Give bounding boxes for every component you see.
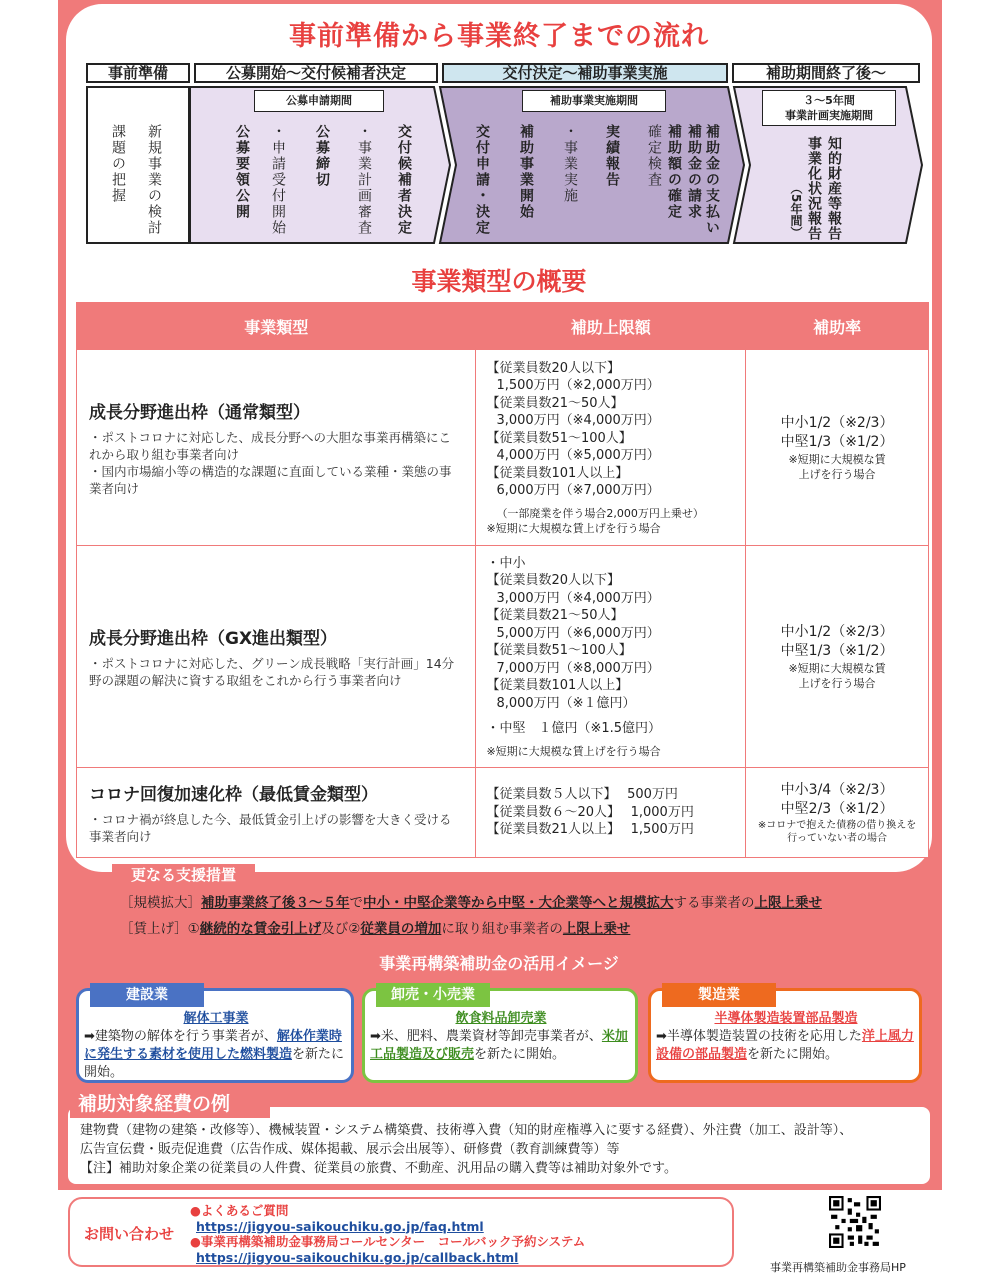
step-status-report: 事業化状況報告 (806, 136, 822, 241)
card-head: 解体工事業 (183, 1011, 249, 1026)
limit-line: 【従業員数51～100人】 (486, 430, 632, 446)
card-tag: 建設業 (90, 983, 204, 1007)
table-row (77, 768, 929, 858)
step-ip-report: 知的財産等報告 (826, 136, 842, 241)
support-em: 中小・中堅企業等から中堅・大企業等へと規模拡大 (363, 895, 674, 911)
limit-note: （一部廃業を伴う場合2,000万円上乗せ） (496, 506, 704, 520)
limit-line: 【従業員数５人以下】 500万円 (486, 787, 678, 803)
usage-title: 事業再構築補助金の活用イメージ (379, 954, 619, 973)
card-tag: 製造業 (662, 983, 776, 1007)
rate-cell (746, 546, 929, 768)
type-name: コロナ回復加速化枠（最低賃金類型） (89, 785, 378, 805)
card-text: を新たに開始。 (747, 1047, 839, 1062)
card-body (370, 1010, 632, 1064)
rate-note: ※コロナで抱えた債務の借り換えを行っていない者の場合 (757, 819, 917, 844)
support-em: 上限上乗せ (754, 895, 822, 911)
rate-mid: 中堅1/3（※1/2） (780, 433, 894, 450)
step-claim: 補助金の請求 (686, 124, 702, 220)
card-body (84, 1010, 348, 1082)
support-em: 従業員の増加 (360, 921, 442, 937)
qr-caption: 事業再構築補助金事務局HP (770, 1261, 906, 1274)
support-text: で (349, 895, 363, 911)
limit-note: ※短期に大規模な賃上げを行う場合 (486, 744, 661, 758)
step-payment: 補助金の支払い (704, 124, 720, 236)
step-issues: 課題の把握 (110, 124, 126, 204)
phase-open: 公募開始～交付候補者決定 (194, 63, 438, 83)
support-em: 補助事業終了後３～５年 (201, 895, 350, 911)
header-rate: 補助率 (746, 303, 929, 350)
rate-note: ※短期に大規模な賃上げを行う場合 (788, 661, 886, 690)
limit-line: 3,000万円（※4,000万円） (496, 413, 660, 428)
limit-line: 4,000万円（※5,000万円） (496, 448, 660, 463)
step-five-years: （5年間） (789, 182, 803, 239)
support-label: 更なる支援措置 (112, 864, 255, 886)
card-text: を新たに開始。 (474, 1047, 566, 1062)
limit-head: ・中小 (486, 555, 526, 571)
step-candidate: 交付候補者決定 (396, 124, 412, 236)
qr-code-icon[interactable] (829, 1196, 881, 1248)
limit-line: 6,000万円（※7,000万円） (496, 483, 660, 498)
support-text: 及び② (321, 921, 361, 937)
faq-link[interactable]: https://jigyou-saikouchiku.go.jp/faq.html (196, 1218, 484, 1234)
phase-prep: 事前準備 (86, 63, 190, 83)
costs-label: 補助対象経費の例 (70, 1090, 270, 1118)
support-tag: ［規模拡大］ (120, 895, 201, 911)
limit-line: 7,000万円（※8,000万円） (496, 660, 660, 676)
step-apply-decide: 交付申請・決定 (474, 124, 490, 236)
phase-grant: 交付決定～補助事業実施 (442, 63, 728, 83)
costs-box (68, 1107, 930, 1184)
limit-mid: ・中堅 １億円（※1.5億円） (486, 721, 662, 736)
rate-mid: 中堅1/3（※1/2） (780, 642, 894, 659)
support-line-scale (120, 894, 822, 912)
flow-title: 事前準備から事業終了までの流れ (289, 21, 709, 52)
type-desc: ・ポストコロナに対応した、グリーン成長戦略「実行計画」14分野の課題の解決に資する取組をこれから行う事業者向け (89, 656, 455, 688)
header-limit: 補助上限額 (476, 303, 746, 350)
card-body (656, 1010, 916, 1064)
card-text: ➡建築物の解体を行う事業者が、 (84, 1029, 277, 1044)
step-review: ・事業計画審査 (356, 124, 372, 236)
callback-link[interactable]: https://jigyou-saikouchiku.go.jp/callback.html (196, 1249, 519, 1265)
contact-label: お問い合わせ (84, 1225, 175, 1243)
period-plan: 事業計画実施期間 (785, 109, 873, 122)
card-tag: 卸売・小売業 (376, 983, 490, 1007)
limit-line: 【従業員数20人以下】 (486, 573, 620, 588)
limit-line: 1,500万円（※2,000万円） (496, 378, 660, 393)
type-desc: ・国内市場縮小等の構造的な課題に直面している業種・業態の事業者向け (89, 464, 452, 496)
card-highlight: 解体作業時に発生する素材を使用した燃料製造 (84, 1029, 342, 1062)
limit-line: 8,000万円（※１億円） (496, 695, 636, 711)
period-apply: 公募申請期間 (254, 90, 384, 112)
rate-cell (746, 350, 929, 546)
type-desc: ・コロナ禍が終息した今、最低賃金引上げの影響を大きく受ける事業者向け (89, 812, 452, 844)
rate-sme: 中小3/4（※2/3） (780, 781, 894, 798)
rate-cell (746, 768, 929, 858)
limit-line: 3,000万円（※4,000万円） (496, 590, 660, 606)
limit-line: 【従業員数51～100人】 (486, 643, 632, 658)
card-text: ➡米、肥料、農業資材等卸売事業者が、 (370, 1029, 602, 1044)
contact-callcenter: ●事業再構築補助金事務局コールセンター コールバック予約システム (190, 1234, 586, 1249)
phase-after: 補助期間終了後～ (732, 63, 920, 83)
limit-cell (476, 546, 746, 768)
card-text: を新たに開始。 (84, 1047, 345, 1080)
step-start: 補助事業開始 (518, 124, 534, 220)
card-text: ➡半導体製造装置の技術を応用した (656, 1029, 862, 1044)
table-header-row (77, 303, 929, 350)
contact-faq: ●よくあるご質問 (190, 1203, 289, 1218)
step-accept: ・申請受付開始 (270, 124, 286, 236)
types-title: 事業類型の概要 (411, 267, 587, 296)
support-line-wage (120, 920, 630, 938)
costs-line: 建物費（建物の建築・改修等）、機械装置・システム構築費、技術導入費（知的財産権導入に要する経費）、外注費（加工、設計等）、 (80, 1123, 853, 1138)
type-desc: ・ポストコロナに対応した、成長分野への大胆な事業再構築にこれから取り組む事業者向け (89, 430, 452, 462)
support-text: に取り組む事業者の (441, 921, 563, 937)
limit-line: 【従業員数21人以上】 1,500万円 (486, 822, 694, 838)
type-cell (77, 546, 476, 768)
support-em: 上限上乗せ (562, 921, 631, 937)
rate-note: ※短期に大規模な賃上げを行う場合 (788, 452, 886, 481)
step-fix: 補助額の確定 (666, 124, 682, 220)
limit-line: 5,000万円（※6,000万円） (496, 625, 660, 641)
support-text: する事業者の (673, 895, 755, 911)
costs-line: 広告宣伝費・販売促進費（広告作成、媒体掲載、展示会出展等）、研修費（教育訓練費等）等 (80, 1142, 620, 1157)
table-row (77, 546, 929, 768)
prep-box (86, 86, 190, 244)
contact-box (68, 1197, 734, 1267)
limit-line: 【従業員数101人以上】 (486, 465, 629, 481)
limit-line: 【従業員数20人以下】 (486, 360, 620, 376)
limit-line: 【従業員数６～20人】 1,000万円 (486, 804, 694, 820)
costs-note: 【注】補助対象企業の従業員の人件費、従業員の旅費、不動産、汎用品の購入費等は補助対象外です。 (80, 1161, 677, 1176)
step-new-business: 新規事業の検討 (146, 124, 162, 236)
type-name: 成長分野進出枠（通常類型） (89, 403, 310, 423)
step-implement: ・事業実施 (562, 124, 578, 204)
limit-line: 【従業員数21～50人】 (486, 608, 624, 623)
rate-sme: 中小1/2（※2/3） (780, 623, 894, 640)
card-highlight: 洋上風力設備の部品製造 (656, 1029, 914, 1062)
limit-cell (476, 768, 746, 858)
period-years: ３～5年間 (803, 94, 855, 107)
limit-note: ※短期に大規模な賃上げを行う場合 (486, 521, 661, 535)
type-cell (77, 350, 476, 546)
contact-lines (190, 1203, 585, 1265)
type-cell (77, 768, 476, 858)
step-close: 公募締切 (314, 124, 330, 188)
support-tag: ［賃上げ］① (120, 921, 200, 937)
types-table (76, 302, 929, 858)
step-publish: 公募要領公開 (234, 124, 250, 220)
step-report: 実績報告 (604, 124, 620, 188)
card-head: 半導体製造装置部品製造 (714, 1011, 858, 1026)
rate-mid: 中堅2/3（※1/2） (780, 800, 894, 817)
rate-sme: 中小1/2（※2/3） (780, 414, 894, 431)
header-type: 事業類型 (77, 303, 476, 350)
support-em: 継続的な賃金引上げ (199, 921, 322, 937)
period-project: 補助事業実施期間 (522, 90, 666, 112)
card-highlight: 米加工品製造及び販売 (370, 1029, 628, 1062)
table-row (77, 350, 929, 546)
type-name: 成長分野進出枠（GX進出類型） (89, 629, 338, 649)
limit-cell (476, 350, 746, 546)
step-inspect: 確定検査 (646, 124, 662, 188)
limit-line: 【従業員数101人以上】 (486, 678, 629, 693)
period-after (762, 90, 896, 126)
card-head: 飲食料品卸売業 (455, 1011, 547, 1026)
limit-line: 【従業員数21～50人】 (486, 395, 624, 411)
